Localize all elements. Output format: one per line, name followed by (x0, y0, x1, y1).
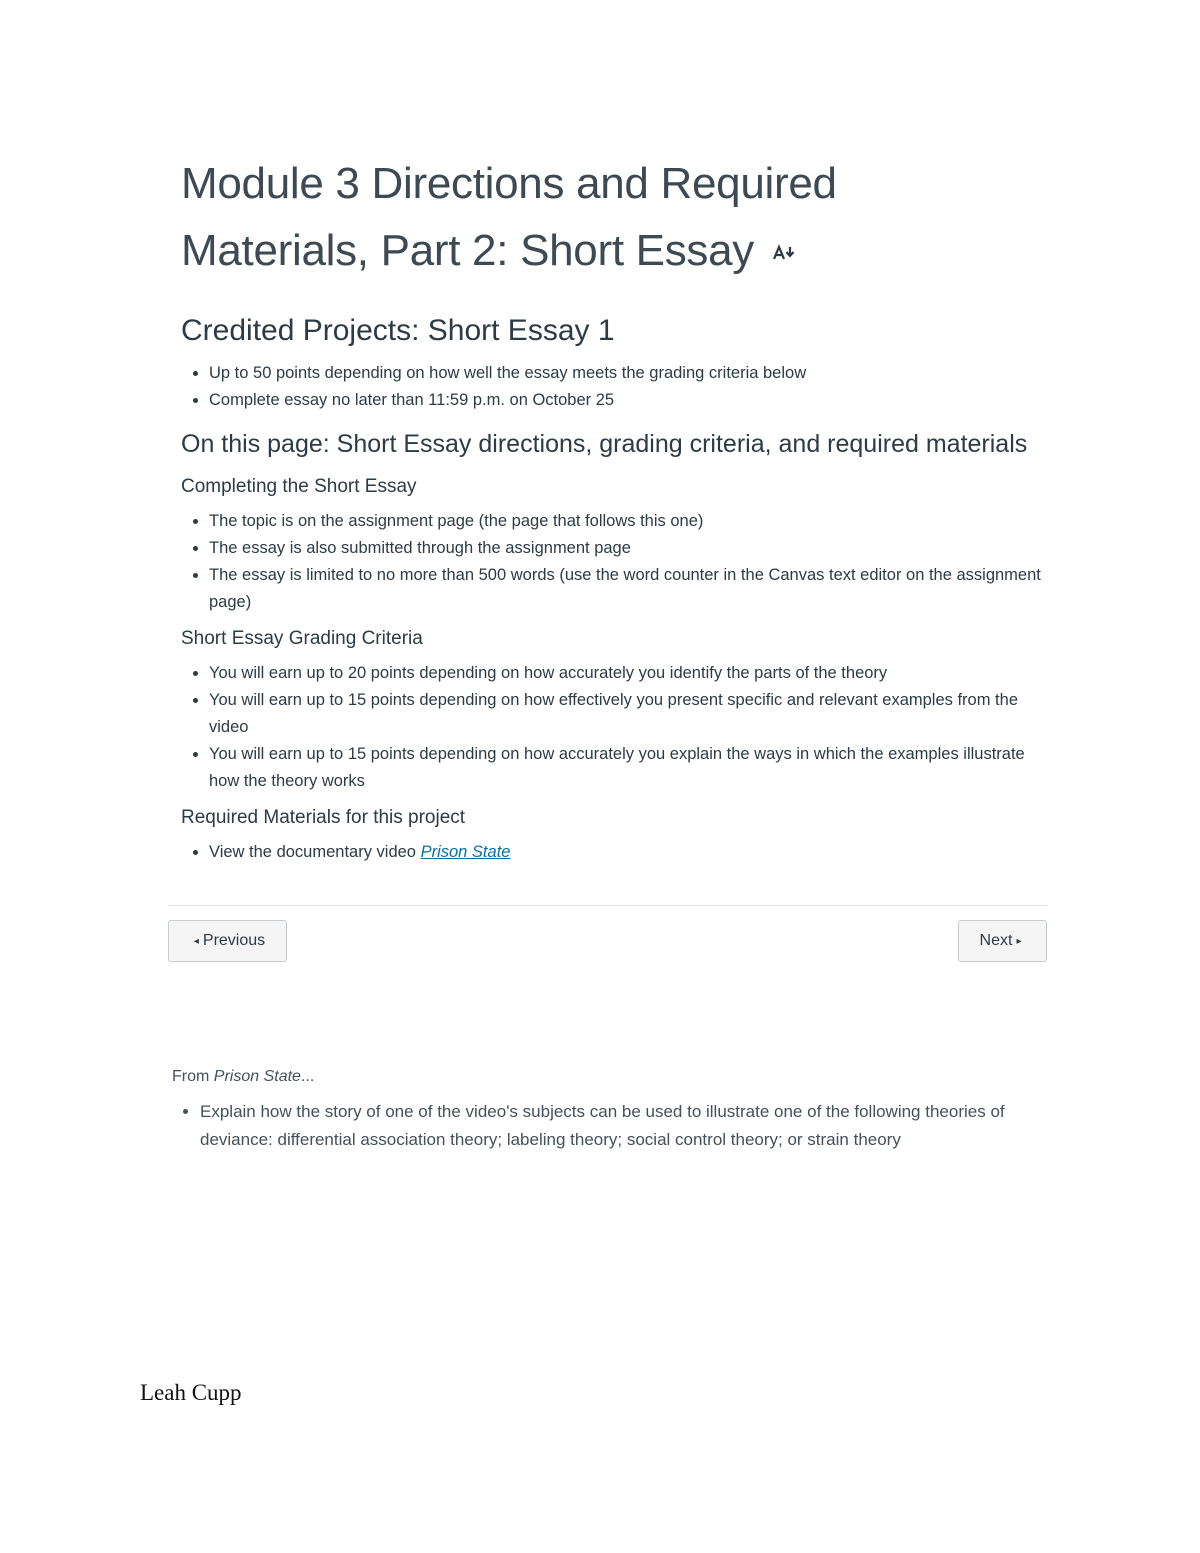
list-item: • The topic is on the assignment page (the page that follows this one) (209, 508, 1047, 535)
excerpt-section (172, 1068, 1062, 1154)
caret-left-icon: ◂ (193, 935, 199, 947)
immersive-reader-icon[interactable] (772, 243, 798, 263)
list-item (209, 839, 1047, 866)
list-item: • The essay is also submitted through the assignment page (209, 535, 1047, 562)
caret-right-icon: ▸ (1016, 935, 1022, 947)
materials-list (181, 839, 1047, 866)
excerpt-intro-prefix: From (172, 1068, 214, 1085)
previous-button[interactable] (168, 920, 287, 962)
list-item: • Up to 50 points depending on how well the essay meets the grading criteria below (209, 360, 1047, 387)
page-title-line1: Module 3 Directions and Required (181, 159, 837, 208)
page-title-line2: Materials, Part 2: Short Essay (181, 226, 754, 275)
credited-heading: Credited Projects: Short Essay 1 (181, 314, 615, 347)
credited-list (181, 360, 1047, 414)
excerpt-list (172, 1098, 1062, 1154)
list-item: • The essay is limited to no more than 500 words (use the word counter in the Canvas text editor on the assignment page) (209, 562, 1047, 616)
page-content (181, 150, 1047, 866)
excerpt-intro-title: Prison State (213, 1068, 301, 1085)
page-title (181, 150, 1047, 284)
prison-state-link[interactable]: Prison State (420, 843, 511, 861)
materials-heading: Required Materials for this project (181, 807, 466, 828)
next-button[interactable] (958, 920, 1047, 962)
list-item: • Complete essay no later than 11:59 p.m. on October 25 (209, 387, 1047, 414)
previous-label: Previous (202, 932, 266, 949)
list-item: • You will earn up to 15 points depending on how effectively you present specific and relevant examples from the video (209, 687, 1047, 741)
excerpt-intro-suffix: ... (300, 1068, 315, 1085)
on-page-heading: On this page: Short Essay directions, grading criteria, and required materials (181, 430, 1028, 458)
completing-heading: Completing the Short Essay (181, 476, 417, 497)
divider (168, 905, 1048, 906)
next-label: Next (979, 932, 1013, 949)
list-item: • You will earn up to 20 points depending on how accurately you identify the parts of the theory (209, 660, 1047, 687)
materials-item-text: View the documentary video (209, 843, 421, 861)
list-item: • Explain how the story of one of the video's subjects can be used to illustrate one of the following theories of deviance: differential association theory; labeling theory; social control theory; or strain theory (200, 1098, 1062, 1154)
grading-heading: Short Essay Grading Criteria (181, 628, 423, 649)
list-item: • You will earn up to 15 points depending on how accurately you explain the ways in which the examples illustrate how the theory works (209, 741, 1047, 795)
signature: Leah Cupp (140, 1380, 242, 1405)
completing-list (181, 508, 1047, 616)
excerpt-intro (172, 1068, 1062, 1086)
grading-list (181, 660, 1047, 795)
